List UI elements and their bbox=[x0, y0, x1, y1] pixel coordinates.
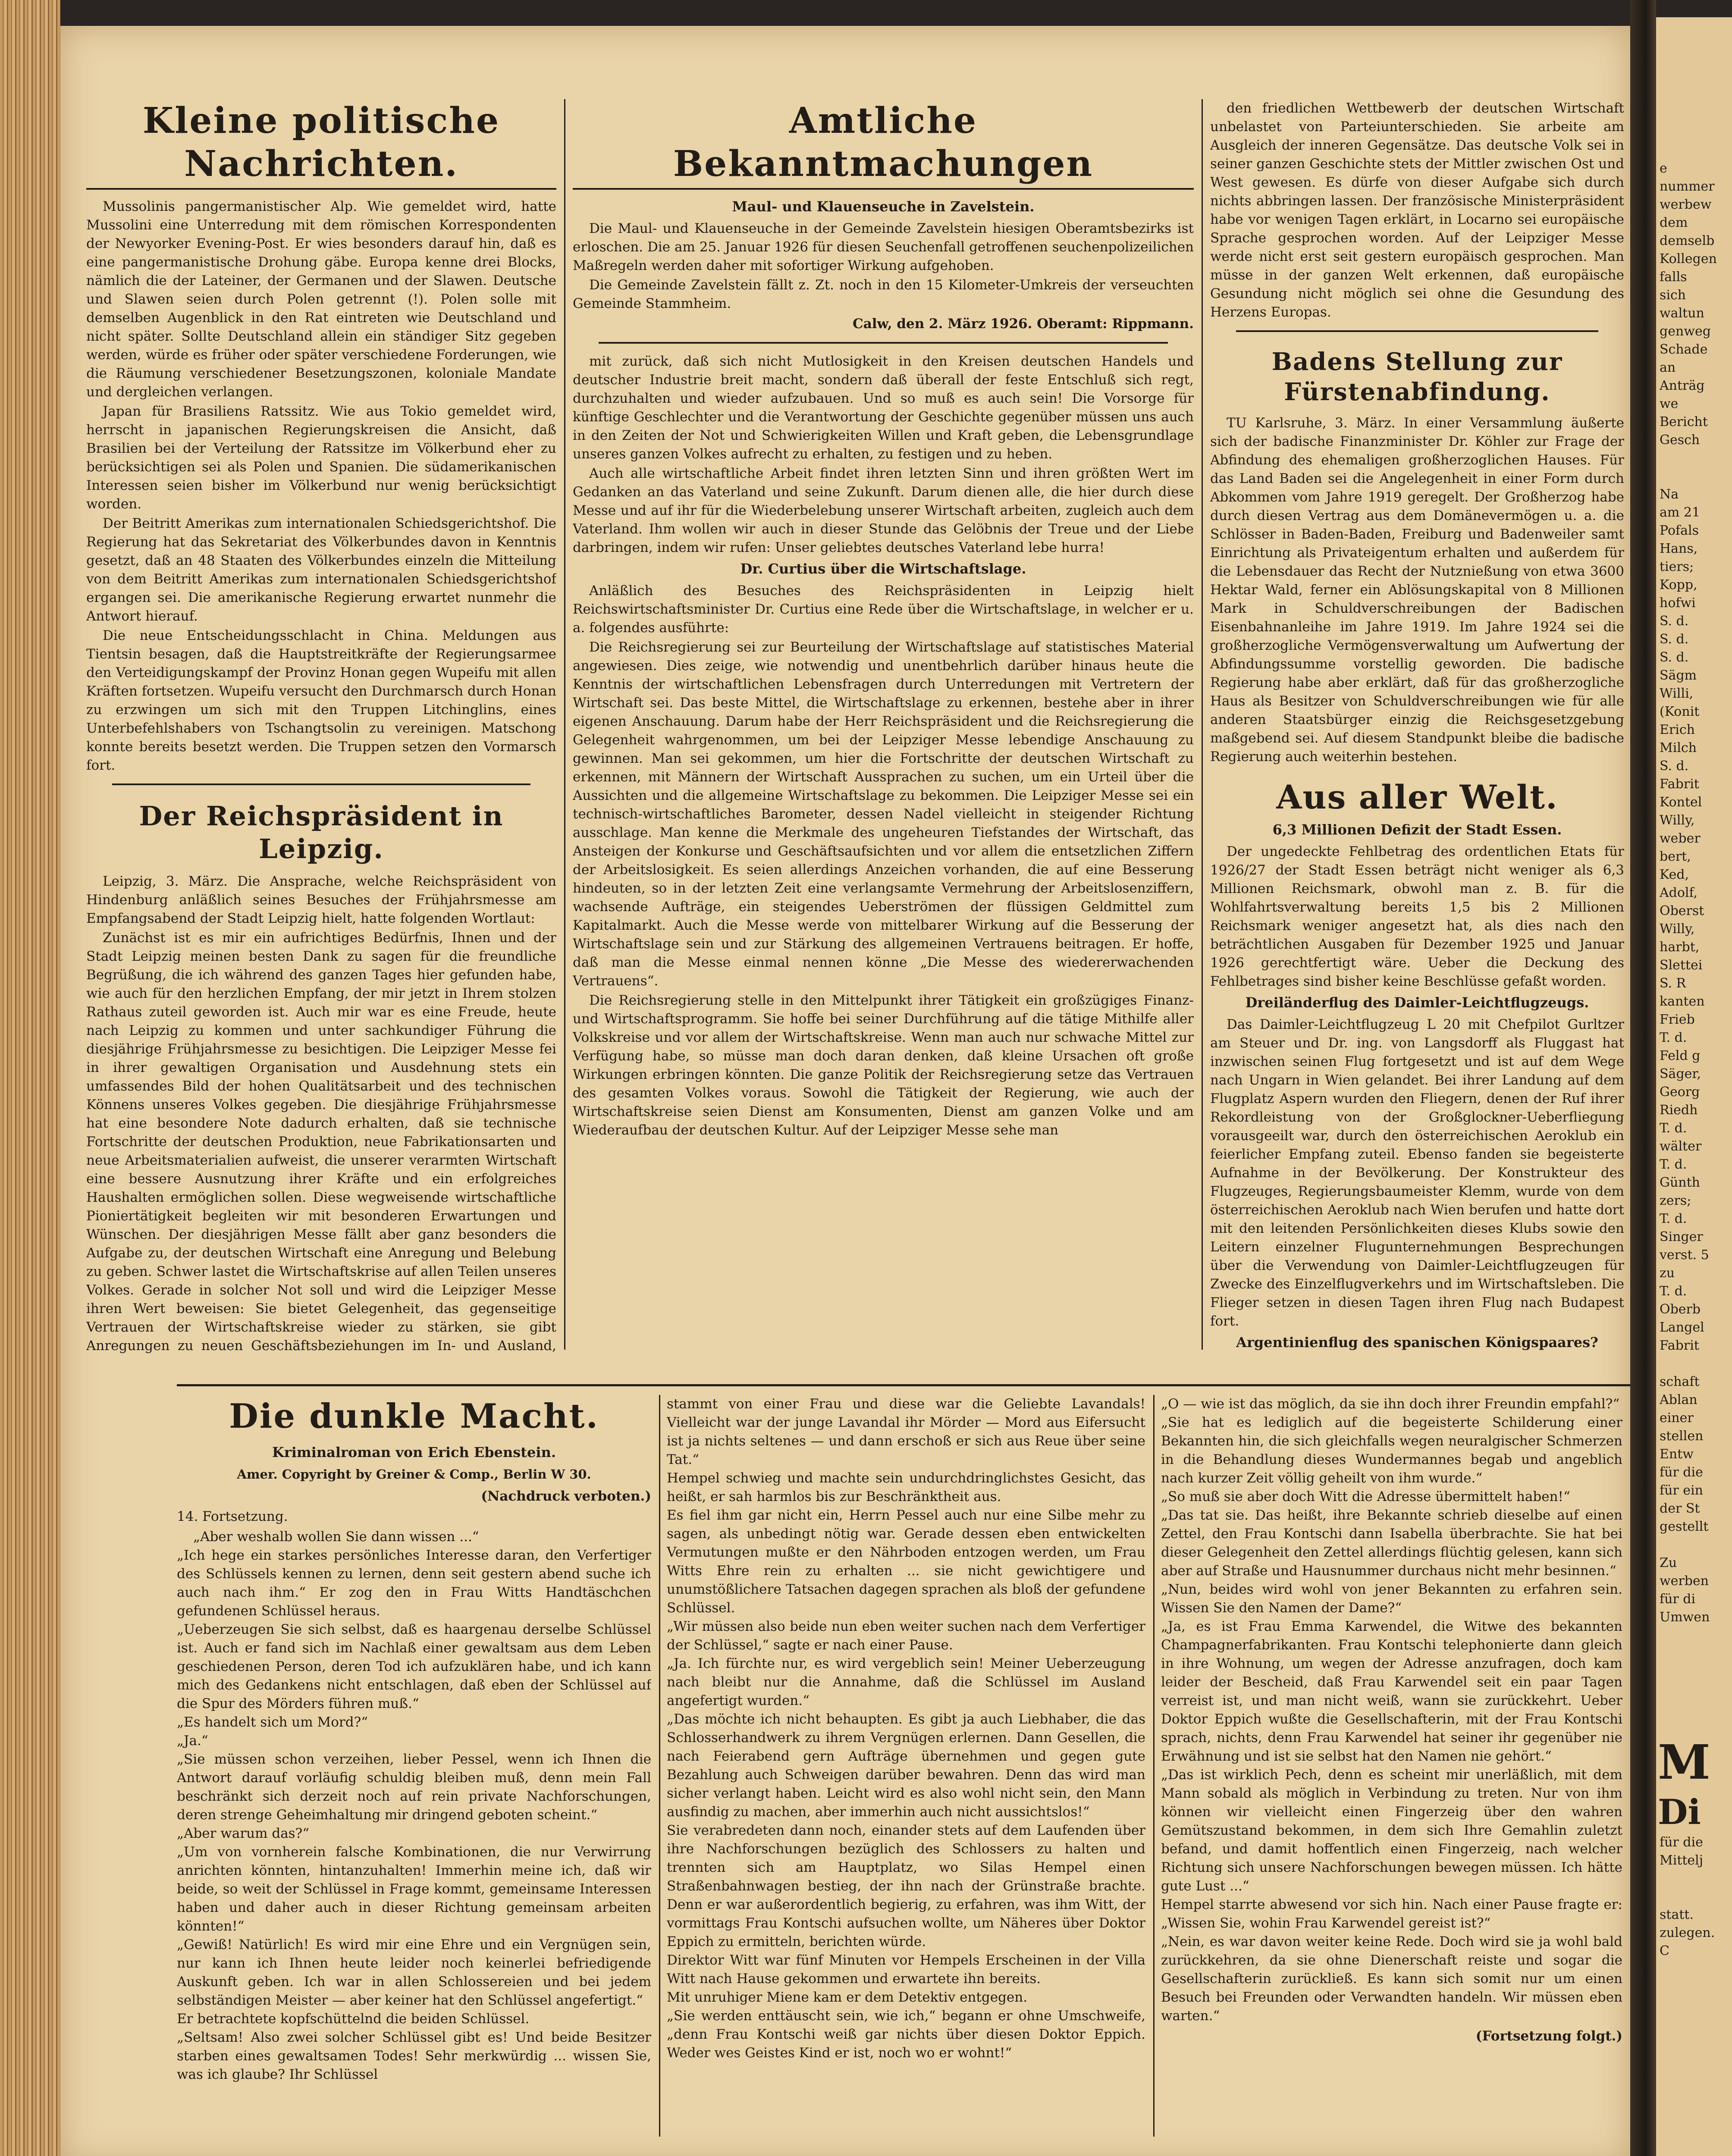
next-page-line: demselb bbox=[1660, 233, 1715, 248]
next-page-line: Fabrit bbox=[1660, 777, 1699, 792]
article-baden-fuerstenabfindung: TU Karlsruhe, 3. März. In einer Versammlung äußerte sich der badische Finanzminister Dr. Köhler zur Frage der Abfindung des ehemaligen großherzoglichen Hauses. Für das Land Baden sei die Angelegenheit in einer Form durch Abkommen vom Jahre 1919 geregelt. Der Großherzog habe durch diesen Vertrag aus dem Domänevermögen u. a. die Schlösser in Baden-Baden, Freiburg und Badenweiler samt Einrichtung als Privateigentum erhalten und außerdem für die Lebensdauer das Recht der Nutznießung von etwa 3600 Hektar Wald, ferner ein Ablösungskapital von 8 Millionen Mark in Schuldverschreibungen der Badischen Eisenbahnanleihe im Jahre 1919. Im Jahre 1924 sei die großherzogliche Vermögensverwaltung um Aufwertung der Abfindungssumme vorstellig geworden. Die badische Regierung habe aber erklärt, daß für das großherzogliche Haus als Besitzer von Schuldverschreibungen wie für alle anderen Staatsbürger einzig die Reichsgesetzgebung maßgebend sei. Auf diesem Standpunkt bleibe die badische Regierung auch weiterhin bestehen. bbox=[1210, 415, 1624, 765]
next-page-line: Hans, bbox=[1660, 541, 1698, 556]
next-page-line: nummer bbox=[1660, 179, 1715, 194]
next-page-line: S. d. bbox=[1660, 650, 1689, 665]
headline-kleine-politische-nachrichten: Kleine politische Nachrichten. bbox=[86, 99, 556, 190]
novel-rule-1 bbox=[659, 1395, 660, 2137]
next-page-line: Willi, bbox=[1660, 686, 1694, 701]
next-page-line bbox=[1656, 1645, 1732, 1663]
next-page-line: T. d. bbox=[1660, 1121, 1687, 1136]
article-leipzig-intro: Leipzig, 3. März. Die Ansprache, welche Reichspräsident von Hindenburg anläßlich seines Besuches der Frühjahrsmesse am Empfangsabend der Stadt Leipzig hielt, hatte folgenden Wortlaut: bbox=[86, 874, 556, 926]
article-curtius-cont: den friedlichen Wettbewerb der deutschen Wirtschaft unbelastet von Parteiunterschieden. Sie arbeite am Ausgleich der inneren Gegensätze. Das deutsche Volk sei in seiner ganzen Geschichte stets der Mittler zwischen Ost und West gewesen. Es dürfe von dieser Aufgabe sich durch nichts abbringen lassen. Der französische Ministerpräsident habe vor wenigen Tagen erklärt, in Locarno sei europäische Sprache gesprochen worden. Auf der Leipziger Messe werde nicht erst seit gestern europäisch gesprochen. Man müsse in der ganzen Welt erkennen, daß europäische Gesundung nicht möglich sei ohne die Gesundung des Herzens Europas. bbox=[1210, 100, 1624, 320]
next-page-line: Mittelj bbox=[1660, 1853, 1704, 1868]
next-page-line: werben bbox=[1660, 1573, 1709, 1589]
next-page-line: für di bbox=[1660, 1592, 1696, 1607]
column-1 bbox=[86, 99, 556, 1354]
article-japan-brasilien: Japan für Brasiliens Ratssitz. Wie aus Tokio gemeldet wird, herrscht in japanischen Regierungskreisen die Ansicht, daß Brasilien bei der Verteilung der Ratssitze im Völkerbund eher zu berücksichtigen sei als Polen und Spanien. Die südamerikanischen Interessen seien bisher im Völkerbund nur wenig berücksichtigt worden. bbox=[86, 404, 556, 512]
next-page-line: für die bbox=[1660, 1835, 1703, 1850]
notice-zavelstein-umkreis: Die Gemeinde Zavelstein fällt z. Zt. noch in den 15 Kilometer-Umkreis der verseuchten Gemeinde Stammheim. bbox=[573, 277, 1194, 311]
next-page-line: Kollegen bbox=[1660, 251, 1717, 266]
feuilleton-divider bbox=[177, 1384, 1630, 1386]
column-2 bbox=[573, 99, 1194, 1354]
article-essen-defizit: Der ungedeckte Fehlbetrag des ordentlichen Etats für 1926/27 der Stadt Essen beträgt nicht weniger als 6,3 Millionen Reichsmark, obwohl man z. B. für die Wohlfahrtsverwaltung bereits 1,5 bis 2 Millionen Reichsmark weniger angesetzt hat, als dies nach den beträchtlichen Ausgaben für Dezember 1925 und Januar 1926 gerechtfertigt wäre. Ueber die Deckung des Fehlbetrages sind bisher keine Beschlüsse gefaßt worden. bbox=[1210, 844, 1624, 989]
next-page-line bbox=[1656, 1888, 1732, 1906]
next-page-line: S. d. bbox=[1660, 614, 1689, 629]
novel-copyright: Amer. Copyright by Greiner & Comp., Berlin W 30. bbox=[237, 1467, 591, 1482]
next-page-line: am 21 bbox=[1660, 505, 1701, 520]
next-page-line: S. R bbox=[1660, 976, 1686, 991]
next-page-line: Kontel bbox=[1660, 795, 1702, 810]
next-page-line: Milch bbox=[1660, 740, 1697, 755]
next-page-line bbox=[1656, 1626, 1732, 1645]
subheading-curtius: Dr. Curtius über die Wirtschaftslage. bbox=[740, 561, 1026, 577]
article-leipzig-speech-cont: mit zurück, daß sich nicht Mutlosigkeit in den Kreisen deutschen Handels und deutscher Industrie breit macht, sondern daß überall der feste Entschluß sich regt, durchzuhalten und wieder aufzubauen. Und so muß es auch sein! Die Vorsorge für künftige Geschlechter und die Verantwortung der Geschichte gegenüber müssen uns auch in den Zeiten der Not und Schwierigkeiten Willen und Kraft geben, die Lebensgrundlage unseres ganzen Volkes aufrecht zu erhalten, zu festigen und zu heben. bbox=[573, 354, 1194, 462]
next-page-line: falls bbox=[1660, 270, 1687, 285]
next-page-line: einer bbox=[1660, 1410, 1694, 1426]
next-page-line: gestellt bbox=[1660, 1519, 1709, 1534]
novel-column-2 bbox=[667, 1395, 1145, 2145]
next-page-line bbox=[1656, 467, 1732, 486]
article-leipzig-speech: Zunächst ist es mir ein aufrichtiges Bedürfnis, Ihnen und der Stadt Leipzig meinen besten Dank zu sagen für die freundliche Begrüßung, die ich während des ganzen Tages hier gefunden habe, wie auch für den herzlichen Empfang, der mir jetzt in Ihrem stolzen Rathaus zuteil geworden ist. Auch mir war es eine Freude, heute nach Leipzig zu kommen und unter sachkundiger Führung die diesjährige Frühjahrsmesse zu besichtigen. Die Leipziger Messe fei in ihrer gewaltigen Organisation und Ausdehnung stets ein umfassendes Bild der hohen Qualitätsarbeit und des technischen Könnens unseres Volkes gegeben. Die diesjährige Frühjahrsmesse hat eine besondere Note dadurch erhalten, daß sie technische Fortschritte der deutschen Produktion, neue Fabrikationsarten und neue Arbeitsmaterialien aufweist, die unserer verarmten Wirtschaft eine bessere Ausnutzung ihrer Kräfte und ein erfolgreiches Haushalten ermöglichen sollen. Diese wegweisende wirtschaftliche Pioniertätigkeit begleiten wir mit besonderen Erwartungen und Wünschen. Der diesjährigen Messe fällt aber ganz besonders die Aufgabe zu, der deutschen Wirtschaft eine Anregung und Belebung zu geben. Schwer lastet die Wirtschaftskrise auf allen Teilen unseres Volkes. Gerade in solcher Not soll und wird die Leipziger Messe ihren Wert beweisen: Sie bietet Gelegenheit, das gegenseitige Vertrauen der Wirtschaftskreise wieder zu stärken, sie gibt Anregungen zu neuen Geschäftsbeziehungen im In- und Ausland, bbox=[86, 930, 556, 1354]
next-page-line: Sägm bbox=[1660, 668, 1697, 683]
next-page-line: Riedh bbox=[1660, 1103, 1698, 1118]
next-page-fragments bbox=[1656, 17, 1732, 1960]
next-page-line: Zu bbox=[1660, 1555, 1677, 1570]
article-leipzig-vaterland: Auch alle wirtschaftliche Arbeit findet ihren letzten Sinn und ihren größten Wert im Gedanken an das Vaterland und seine Zukunft. Darum dienen alle, die hier durch diese Messe und auf ihr für die Wiederbelebung unserer Wirtschaft arbeiten, zugleich auch dem Vaterland. Ihm wollen wir auch in dieser Stunde das Gelöbnis der Treue und der Liebe darbringen, indem wir rufen: Unser geliebtes deutsches Vaterland lebe hurra! bbox=[573, 466, 1194, 555]
novel-title: Die dunkle Macht. bbox=[229, 1397, 599, 1436]
column-rule-1 bbox=[564, 99, 565, 1350]
next-page-line: Pofals bbox=[1660, 523, 1699, 538]
next-page-line: an bbox=[1660, 360, 1676, 375]
next-page-line: Umwen bbox=[1660, 1610, 1710, 1625]
next-page-line: sich bbox=[1660, 288, 1686, 303]
column-rule-2 bbox=[1202, 99, 1203, 1350]
novel-text-part-1: „Aber weshalb wollen Sie dann wissen ...“ „Ich hege ein starkes persönliches Interesse daran, den Verfertiger des Schlüssels kennen zu lernen, denn seit gestern abend suche ich auch nach ihm.“ Er zog den in Frau Witts Handtäschchen gefundenen Schlüssel heraus. „Ueberzeugen Sie sich selbst, daß es haargenau derselbe Schlüssel ist. Auch er fand sich im Nachlaß einer gewaltsam aus dem Leben geschiedenen Person, deren Tod ich aufzuklären habe, und ich kann mich des Gedankens nicht entschlagen, daß eben der Schlüssel auf die Spur des Mörders führen muß.“ „Es handelt sich um Mord?“ „Ja.“ „Sie müssen schon verzeihen, lieber Pessel, wenn ich Ihnen die Antwort darauf vorläufig schuldig bleiben muß, denn mein Fall beschränkt sich derzeit noch auf rein private Nachforschungen, deren strenge Geheimhaltung mir dringend geboten scheint.“ „Aber warum das?“ „Um von vornherein falsche Kombinationen, die nur Verwirrung anrichten könnten, hintanzuhalten! Immerhin meine ich, daß wir beide, so weit der Schlüssel in Frage kommt, gemeinsame Interessen haben und daher auch in dieser Richtung gemeinsam arbeiten könnten!“ „Gewiß! Natürlich! Es wird mir eine Ehre und ein Vergnügen sein, nur kann ich Ihnen heute leider noch keinerlei befriedigende Auskunft geben. Ich war in allen Schlossereien und bei jedem selbständigen Meister — aber keiner hat den Schlüssel angefertigt.“ Er betrachtete kopfschüttelnd die beiden Schlüssel. „Seltsam! Also zwei solcher Schlüssel gibt es! Und beide Besitzer starben eines gewaltsamen Todes! Sehr merkwürdig ... wissen Sie, was ich glaube? Ihr Schlüssel bbox=[177, 1529, 651, 2082]
next-page-line: Langel bbox=[1660, 1320, 1704, 1335]
novel-text-part-2: stammt von einer Frau und diese war die Geliebte Lavandals! Vielleicht war der junge Lavandal ihr Mörder — Mord aus Eifersucht ist ja nichts seltenes — und dann erschoß er sich aus Reue über seine Tat.“ Hempel schwieg und machte sein undurchdringlichstes Gesicht, das heißt, er sah harmlos bis zur Beschränktheit aus. Es fiel ihm gar nicht ein, Herrn Pessel auch nur eine Silbe mehr zu sagen, als unbedingt nötig war. Gerade dessen eben entwickelten Vermutungen mußte er den Nährboden entzogen werden, um Frau Witts Ehre rein zu erhalten ... sie nicht gewichtigere und unumstößlichere Tatsachen dagegen sprachen als bloß der gefundene Schlüssel. „Wir müssen also beide nun eben weiter suchen nach dem Verfertiger der Schlüssel,“ sagte er nach einer Pause. „Ja. Ich fürchte nur, es wird vergeblich sein! Meiner Ueberzeugung nach bleibt nur die Annahme, daß die Schlüssel im Ausland angefertigt wurden.“ „Das möchte ich nicht behaupten. Es gibt ja auch Liebhaber, die das Schlosserhandwerk zu ihrem Vergnügen erlernen. Dann Gesellen, die nach Feierabend gern Aufträge übernehmen und gegen gute Bezahlung auch Schweigen darüber bewahren. Denn das wird man sicher verlangt haben. Leicht wird es also wohl nicht sein, den Mann ausfindig zu machen, aber immerhin auch nicht aussichtslos!“ Sie verabredeten dann noch, einander stets auf dem Laufenden über ihre Nachforschungen bezüglich des Schlossers zu halten und trennten sich am Hauptplatz, wo Silas Hempel einen Straßenbahnwagen bestieg, der ihn nach der Grünstraße brachte. Denn er war außerordentlich begierig, zu erfahren, was ihm Witt, der vormittags Frau Kontschi aufsuchen wollte, um Näheres über Doktor Eppich zu ermitteln, berichten würde. Direktor Witt war fünf Minuten vor Hempels Erscheinen in der Villa Witt nach Hause gekommen und erwartete ihn bereits. Mit unruhiger Miene kam er dem Detektiv entgegen. „Sie werden enttäuscht sein, wie ich,“ begann er ohne Umschweife, „denn Frau Kontschi weiß gar nichts über diesen Doktor Eppich. Weder wes Geistes Kind er ist, noch wo er wohnt!“ bbox=[667, 1396, 1145, 2061]
next-page-line: Oberst bbox=[1660, 903, 1704, 918]
next-page-line: Georg bbox=[1660, 1084, 1700, 1100]
next-page-line: S. d. bbox=[1660, 758, 1689, 774]
next-page-line: S. d. bbox=[1660, 632, 1689, 647]
next-page-line: Feld g bbox=[1660, 1048, 1701, 1063]
novel-author: Kriminalroman von Erich Ebenstein. bbox=[272, 1444, 556, 1460]
subheading-dreilaenderflug: Dreiländerflug des Daimler-Leichtflugzeugs. bbox=[1245, 994, 1589, 1011]
next-page-line: Ked, bbox=[1660, 867, 1689, 882]
next-page-line: schaft bbox=[1660, 1374, 1700, 1389]
headline-badens-stellung: Badens Stellung zur Fürstenabfindung. bbox=[1271, 348, 1563, 406]
next-page-line: werbew bbox=[1660, 197, 1712, 212]
next-page-line: stellen bbox=[1660, 1429, 1704, 1444]
subheading-argentinienflug: Argentinienflug des spanischen Königspaares? bbox=[1236, 1334, 1598, 1351]
next-page-line: Schade bbox=[1660, 342, 1708, 357]
next-page-line: (Konit bbox=[1660, 704, 1700, 719]
next-page-line: T. d. bbox=[1660, 1284, 1687, 1299]
novel-column-3 bbox=[1161, 1395, 1622, 2145]
next-page-line: Na bbox=[1660, 487, 1679, 502]
article-curtius-programm: Die Reichsregierung stelle in den Mittelpunkt ihrer Tätigkeit ein großzügiges Finanz- und Wirtschaftsprogramm. Sie hoffe bei seiner Durchführung auf die tätige Mithilfe aller Volkskreise und vor allem der Wirtschaftskreise. Wenn man auch nur schwache Mittel zur Verfügung habe, so müsse man doch daran denken, daß kleine Ursachen oft große Wirkungen erbringen könnten. Die ganze Politik der Reichsregierung setze das Vertrauen des gesamten Volkes voraus. Sowohl die Tätigkeit der Regierung, wie auch der Wirtschaftskreise seien Dienst am Konsumenten, Dienst am ganzen Volke und am Wiederaufbau der deutschen Kultur. Auf der Leipziger Messe sehe man bbox=[573, 993, 1194, 1138]
article-dreilaenderflug: Das Daimler-Leichtflugzeug L 20 mit Chefpilot Gurltzer am Steuer und Dr. ing. von Langsdorff als Fluggast hat inzwischen seinen Flug fortgesetzt und ist auf dem Wege nach Ungarn in Wien gelandet. Bei ihrer Landung auf dem Flugplatz Aspern wurden den Fliegern, denen der Ruf ihrer Rekordleistung von der Großglockner-Ueberfliegung vorausgeeilt war, durch den österreichischen Aeroklub ein feierlicher Empfang zuteil. Ebenso fanden sie begeisterte Aufnahme in der Bevölkerung. Der Konstrukteur des Flugzeuges, Regierungsbaumeister Klemm, wurde von dem österreichischen Aeroklub nach Wien berufen und hatte dort mit den leitenden Persönlichkeiten dieses Klubs sowie den Leitern einzelner Flugunternehmungen Besprechungen über die Verwendung von Daimler-Leichtflugzeugen für Zwecke des Einzelflugverkehrs und im Wirtschaftsleben. Die Flieger setzen in diesen Tagen ihren Flug nach Budapest fort. bbox=[1210, 1017, 1624, 1329]
next-page-line: zers; bbox=[1660, 1193, 1691, 1208]
next-page-line bbox=[1656, 1536, 1732, 1554]
next-page-line: Adolf, bbox=[1660, 885, 1698, 900]
next-page-line: Willy, bbox=[1660, 921, 1695, 937]
next-page-heading-fragment: Di bbox=[1658, 1792, 1701, 1832]
next-page-line: dem bbox=[1660, 215, 1688, 230]
next-page-line: wälter bbox=[1660, 1139, 1702, 1154]
next-page-line: Säger, bbox=[1660, 1066, 1701, 1081]
next-page-line bbox=[1656, 1355, 1732, 1373]
next-page-line: zulegen. bbox=[1660, 1925, 1715, 1940]
next-page-line: Günth bbox=[1660, 1175, 1700, 1190]
next-page-line: tiers; bbox=[1660, 559, 1694, 574]
next-page-line: Kopp, bbox=[1660, 577, 1697, 592]
next-page-line: Entw bbox=[1660, 1447, 1694, 1462]
next-page-line: Willy, bbox=[1660, 813, 1695, 828]
next-page-line: waltun bbox=[1660, 306, 1704, 321]
article-amerika-schiedsgerichtshof: Der Beitritt Amerikas zum internationalen Schiedsgerichtshof. Die Regierung hat das Sekretariat des Völkerbundes davon in Kenntnis gesetzt, daß an 48 Staaten des Völkerbundes einzeln die Mitteilung von dem Beitritt Amerikas zum internationalen Schiedsgerichtshof ergangen sei. Die amerikanische Regierung erwartet nunmehr die Antwort hierauf. bbox=[86, 516, 556, 624]
next-page-line: C bbox=[1660, 1943, 1669, 1959]
next-page-line: Singer bbox=[1660, 1229, 1703, 1244]
next-page-line: harbt, bbox=[1660, 940, 1700, 955]
next-page-line: bert, bbox=[1660, 849, 1691, 864]
next-page-line: Frieb bbox=[1660, 1012, 1695, 1027]
next-page-line: der St bbox=[1660, 1501, 1700, 1516]
section-divider bbox=[1236, 330, 1598, 332]
notice-seuche-erloschen: Die Maul- und Klauenseuche in der Gemeinde Zavelstein hiesigen Oberamtsbezirks ist erloschen. Die am 25. Januar 1926 für diesen Seuchenfall getroffenen seuchenpolizeilichen Maßregeln werden daher mit sofortiger Wirkung aufgehoben. bbox=[573, 221, 1194, 273]
next-page-line: genweg bbox=[1660, 324, 1711, 339]
next-page-line: Ablan bbox=[1660, 1392, 1697, 1407]
headline-reichspraesident-leipzig: Der Reichspräsident in Leipzig. bbox=[139, 800, 504, 865]
next-page-line: hofwi bbox=[1660, 595, 1696, 611]
novel-installment: 14. Fortsetzung. bbox=[177, 1509, 288, 1524]
article-curtius-intro: Anläßlich des Besuches des Reichspräsidenten in Leipzig hielt Reichswirtschaftsminister Dr. Curtius eine Rede über die Wirtschaftslage, in welcher er u. a. folgendes ausführte: bbox=[573, 583, 1194, 636]
novel-text-part-3: „O — wie ist das möglich, da sie ihn doch ihrer Freundin empfahl?“ „Sie hat es lediglich auf die begeisterte Schilderung einer Bekannten hin, die sich gleichfalls wegen neuralgischer Schmerzen in die Behandlung dieses Wundermannes begab und angeblich nach kurzer Zeit völlig geheilt von ihm wurde.“ „So muß sie aber doch Witt die Adresse übermittelt haben!“ „Das tat sie. Das heißt, ihre Bekannte schrieb dieselbe auf einen Zettel, den Frau Kontschi dann Isabella überbrachte. Sie hat bei dieser Gelegenheit den Zettel allerdings flüchtig gelesen, kann sich aber auf Straße und Hausnummer durchaus nicht mehr besinnen.“ „Nun, beides wird wohl von jener Bekannten zu erfahren sein. Wissen Sie den Namen der Dame?“ „Ja, es ist Frau Emma Karwendel, die Witwe des bekannten Champagnerfabrikanten. Frau Kontschi telephonierte dann gleich in ihre Wohnung, um wegen der Adresse anzufragen, doch kam leider der Bescheid, daß Frau Karwendel seit ein paar Tagen verreist ist, und man nicht weiß, wann sie zurückkehrt. Ueber Doktor Eppich wußte die Gesellschafterin, mit der Frau Kontschi sprach, nichts, denn Frau Karwendel hat seiner ihr gegenüber nie Erwähnung und ist sie selbst hat den Namen nie gehört.“ „Das ist wirklich Pech, denn es scheint mir unerläßlich, mit dem Mann sobald als möglich in Verbindung zu treten. Nur von ihm können wir vielleicht einen Fingerzeig über den wahren Gemütszustand bekommen, in dem sich Ihre Gemahlin zuletzt befand, und damit hoffentlich einen Fingerzeig, nach welcher Richtung sich unsere Nachforschungen bewegen müssen. Ich hätte gute Lust ...“ Hempel starrte abwesend vor sich hin. Nach einer Pause fragte er: „Wissen Sie, wohin Frau Karwendel gereist ist?“ „Nein, es war davon weiter keine Rede. Doch wird sie ja wohl bald zurückkehren, da sie ohne Dienerschaft reiste und sogar die Gesellschafterin zurückließ. Es kann sich somit nur um einen Besuch bei Freunden oder Verwandten handeln. Wir müssen eben warten.“ bbox=[1161, 1396, 1622, 2024]
novel-reprint-note: (Nachdruck verboten.) bbox=[481, 1489, 651, 1504]
subheading-maul-klauenseuche: Maul- und Klauenseuche in Zavelstein. bbox=[732, 198, 1035, 215]
next-page-line: e bbox=[1660, 161, 1667, 176]
next-page-line: kanten bbox=[1660, 994, 1705, 1009]
next-page-line: T. d. bbox=[1660, 1157, 1687, 1172]
column-3 bbox=[1210, 99, 1624, 1354]
next-page-line: Fabrit bbox=[1660, 1338, 1699, 1353]
notice-signature: Calw, den 2. März 1926. Oberamt: Rippmann. bbox=[853, 316, 1194, 332]
article-china: Die neue Entscheidungsschlacht in China. Meldungen aus Tientsin besagen, daß die Hauptstreitkräfte der Regierungsarmee den Verteidigungskampf der Provinz Honan gegen Wupeifu mit allen Kräften fortsetzen. Wupeifu versucht den Durchmarsch durch Honan zu erzwingen um sich mit den Truppen Litchinglins, eines Unterbefehlshabers von Tschangtsolin zu vereinigen. Matschong konnte bereits besetzt werden. Die Truppen setzen den Vormarsch fort. bbox=[86, 628, 556, 773]
section-divider bbox=[112, 783, 530, 785]
next-page-line: für die bbox=[1660, 1465, 1703, 1480]
next-page-big-letter: M bbox=[1658, 1734, 1710, 1790]
next-page-line: Slettei bbox=[1660, 958, 1703, 973]
novel-column-1 bbox=[177, 1395, 651, 2145]
novel-continuation: (Fortsetzung folgt.) bbox=[1475, 2028, 1622, 2044]
next-page-line: Bericht bbox=[1660, 414, 1708, 429]
novel-rule-2 bbox=[1153, 1395, 1155, 2137]
subheading-essen-defizit: 6,3 Millionen Defizit der Stadt Essen. bbox=[1272, 821, 1562, 838]
next-page-line: Anträg bbox=[1660, 378, 1705, 393]
next-page-line bbox=[1656, 449, 1732, 467]
next-page-line: T. d. bbox=[1660, 1211, 1687, 1226]
next-page-line: verst. 5 bbox=[1660, 1247, 1709, 1263]
book-binding-edge bbox=[0, 0, 60, 2156]
headline-aus-aller-welt: Aus aller Welt. bbox=[1276, 778, 1558, 816]
next-page-line: Erich bbox=[1660, 722, 1695, 737]
next-page-line: Gesch bbox=[1660, 432, 1700, 448]
next-page-line bbox=[1656, 1681, 1732, 1699]
next-page-line: we bbox=[1660, 396, 1679, 411]
next-page-line bbox=[1656, 1699, 1732, 1717]
next-page-line: weber bbox=[1660, 831, 1701, 846]
next-page-line bbox=[1656, 1870, 1732, 1888]
next-page-line: T. d. bbox=[1660, 1030, 1687, 1045]
section-divider bbox=[599, 342, 1168, 344]
next-page-edge bbox=[1656, 17, 1732, 2156]
next-page-line: Oberb bbox=[1660, 1302, 1701, 1317]
next-page-line bbox=[1656, 1663, 1732, 1681]
article-curtius-wirtschaftslage: Die Reichsregierung sei zur Beurteilung der Wirtschaftslage auf statistisches Material angewiesen. Dies zeige, wie notwendig und unentbehrlich darüber hinaus heute die Kenntnis der wirtschaftlichen Lebensfragen durch Unterredungen mit Vertretern der Wirtschaft sei. Das beste Mittel, die Wirtschaftslage zu erkennen, bestehe aber in ihrer eigenen Anschauung. Darum habe der Herr Reichspräsident und die Reichsregierung die Gelegenheit wahrgenommen, um bei der Leipziger Messe lebendige Anschauung zu gewinnen. Man sei gekommen, um hier die Fortschritte der deutschen Wirtschaft zu erkennen, mit Männern der Wirtschaft Aussprachen zu suchen, um ein Urteil über die Aussichten und die allgemeine Wirtschaftslage zu bekommen. Die Leipziger Messe sei ein technisch-wirtschaftliches Barometer, dessen Nadel vielleicht in steigender Richtung ausschlage. Man kenne die Merkmale des ungeheuren Tiefstandes der Wirtschaft, das Ansteigen der Konkurse und Geschäftsaufsichten und vor allem die entsetzlichen Ziffern der Arbeitslosigkeit. Es seien allerdings Anzeichen vorhanden, die auf eine Besserung hindeuten, so in der letzten Zeit eine verlangsamte Vermehrung der Arbeitslosenziffern, wachsende Aufträge, ein steigendes Ueberströmen der flüssigen Geldmittel zum Kapitalmarkt. Auch die Messe werde von mittelbarer Wirkung auf die Besserung der Wirtschaftslage sein und zur Stärkung des allgemeinen Vertrauens beitragen. Er hoffe, daß man die Messe einmal nennen könne „Die Messe des wiedererwachenden Vertrauens“. bbox=[573, 639, 1194, 989]
next-page-line: zu bbox=[1660, 1266, 1675, 1281]
article-mussolini: Mussolinis pangermanistischer Alp. Wie gemeldet wird, hatte Mussolini eine Unterredung mit dem römischen Korrespondenten der Newyorker Evening-Post. Er wies besonders darauf hin, daß es eine pangermanistische Drohung gäbe. Europa kenne drei Blocks, nämlich die der Lateiner, der Germanen und der Slawen. Deutsche und Slawen seien durch Polen getrennt (!). Polen solle mit demselben Augenblick in den Rat eintreten wie Deutschland und nicht später. Sollte Deutschland allein ein ständiger Sitz gegeben werden, würde es früher oder später verschiedene Forderungen, wie die Räumung verschiedener Besetzungszonen, koloniale Mandate und dergleichen verlangen. bbox=[86, 199, 556, 400]
headline-amtliche-bekanntmachungen: Amtliche Bekanntmachungen bbox=[573, 99, 1194, 190]
book-gutter bbox=[1630, 0, 1656, 2156]
next-page-line: statt. bbox=[1660, 1907, 1694, 1922]
newspaper-page bbox=[60, 26, 1630, 2156]
next-page-line: für ein bbox=[1660, 1483, 1703, 1498]
